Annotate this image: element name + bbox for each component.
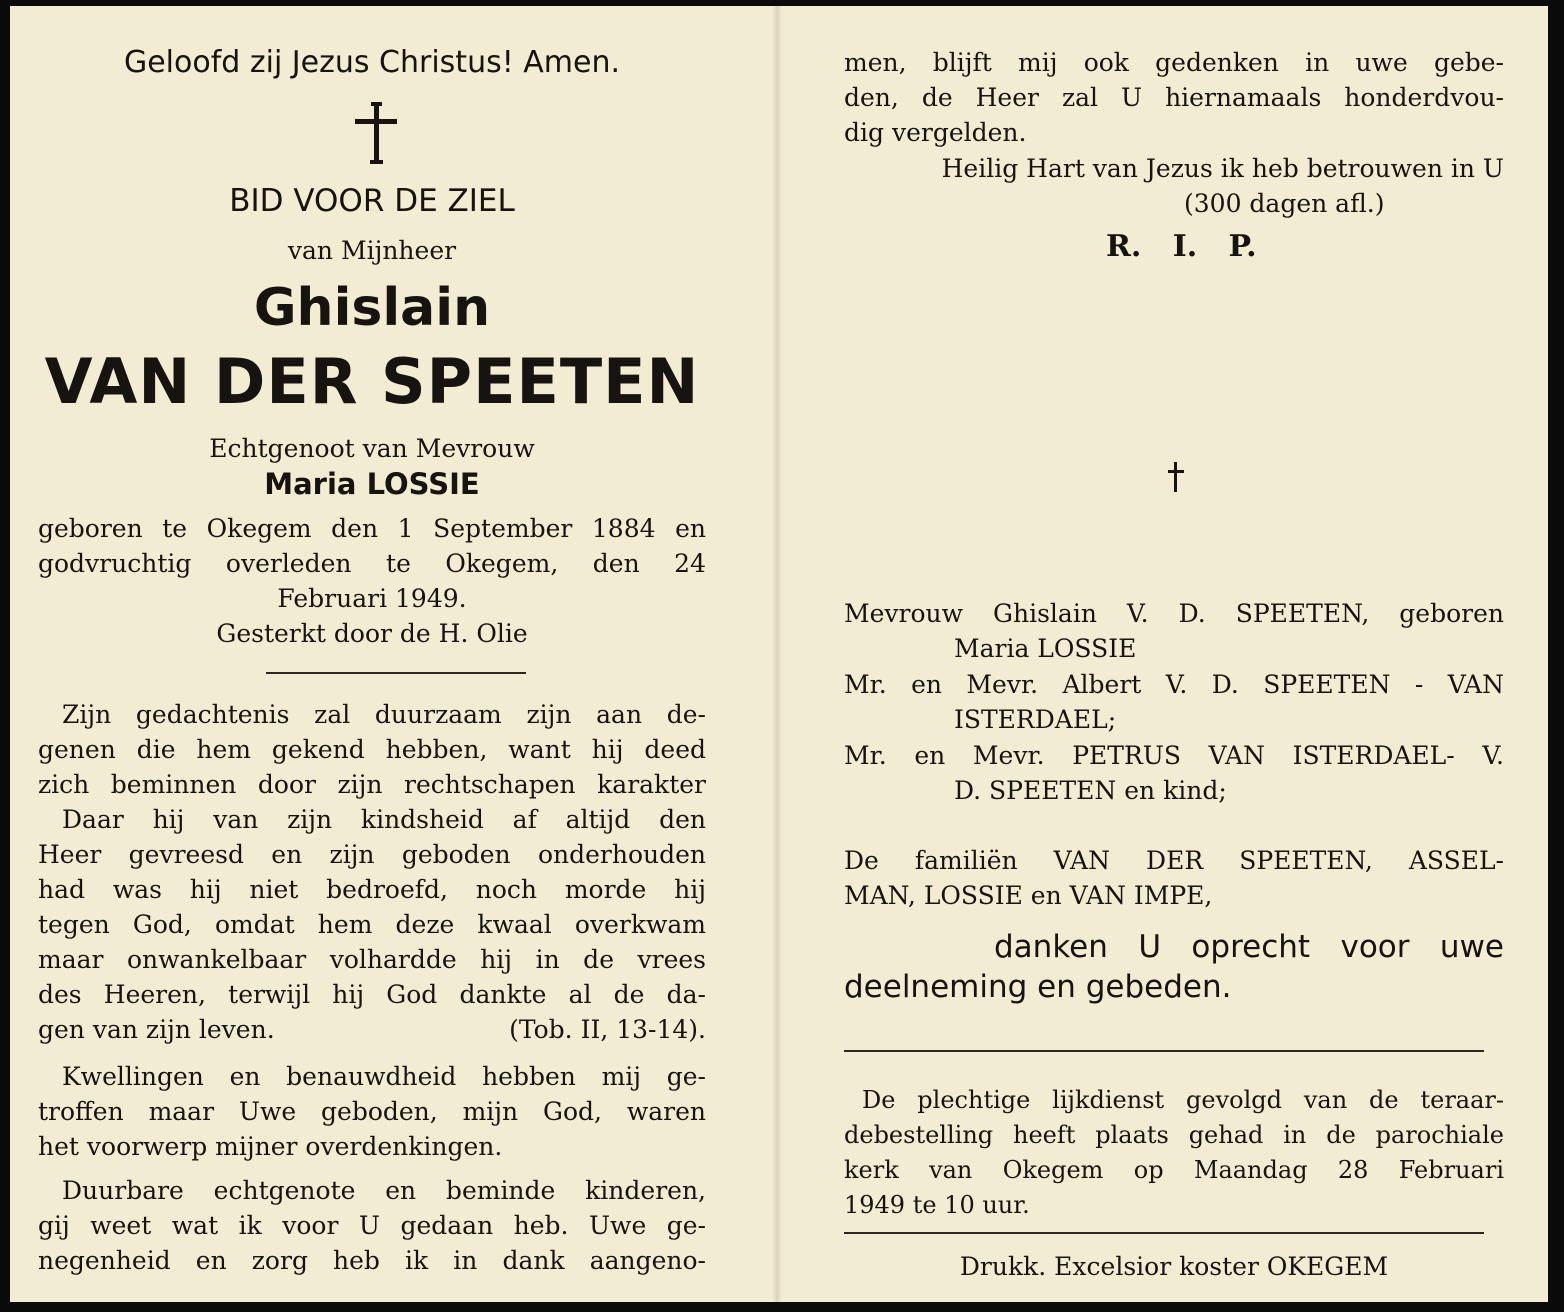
of-mister: van Mijnheer (287, 236, 457, 265)
para2-line-4: tegen God, omdat hem deze kwaal overkwam (38, 910, 706, 939)
mourner-1-line-2: Maria LOSSIE (954, 634, 1137, 663)
prayer-line: Heilig Hart van Jezus ik heb betrouwen in U (941, 154, 1504, 183)
continuation-line-1: men, blijft mij ook gedenken in uwe gebe- (844, 48, 1504, 77)
memorial-card (10, 6, 1548, 1302)
para4-line-3: negenheid en zorg heb ik in dank aangeno- (38, 1246, 706, 1275)
continuation-line-2: den, de Heer zal U hiernamaals honderdvou- (844, 83, 1504, 112)
mourner-3-line-2: D. SPEETEN en kind; (954, 776, 1227, 805)
para3-line-2: troffen maar Uwe geboden, mijn God, waren (38, 1097, 706, 1126)
praise-line: Geloofd zij Jezus Christus! Amen. (123, 45, 621, 80)
mourner-1-line-1: Mevrouw Ghislain V. D. SPEETEN, geboren (844, 599, 1504, 628)
pray-heading: BID VOOR DE ZIEL (229, 183, 515, 219)
para1-line-3: zich beminnen door zijn rechtschapen karakter (38, 770, 706, 799)
funeral-line-2: debestelling heeft plaats gehad in de parochiale (844, 1121, 1504, 1149)
para2-last-line: gen van zijn leven. (38, 1015, 275, 1044)
scripture-reference: (Tob. II, 13-14). (509, 1015, 706, 1044)
para2-line-6: des Heeren, terwijl hij God dankte al de da- (38, 980, 706, 1009)
latin-cross-icon (355, 102, 397, 164)
small-cross-icon (1168, 462, 1184, 492)
printer-line: Drukk. Excelsior koster OKEGEM (959, 1252, 1389, 1281)
families-line-1: De familiën VAN DER SPEETEN, ASSEL- (844, 846, 1504, 875)
funeral-bottom-rule (844, 1232, 1484, 1234)
first-name: Ghislain (253, 278, 491, 338)
para1-line-2: genen die hem gekend hebben, want hij deed (38, 735, 706, 764)
left-page (38, 6, 706, 1302)
para3-line-3: het voorwerp mijner overdenkingen. (38, 1132, 503, 1161)
para4-line-2: gij weet wat ik voor U gedaan heb. Uwe ge- (38, 1211, 706, 1240)
rip-line: R. I. P. (1106, 229, 1257, 264)
funeral-top-rule (844, 1050, 1484, 1052)
para2-line-2: Heer gevreesd en zijn geboden onderhouden (38, 840, 706, 869)
para3-line-1: Kwellingen en benauwdheid hebben mij ge- (62, 1062, 706, 1091)
mourner-2-line-1: Mr. en Mevr. Albert V. D. SPEETEN - VAN (844, 670, 1504, 699)
card-fold (772, 6, 782, 1302)
funeral-line-1: De plechtige lijkdienst gevolgd van de teraar- (862, 1086, 1504, 1114)
divider-rule (266, 672, 526, 674)
para2-line-5: maar onwankelbaar volhardde hij in de vrees (38, 945, 706, 974)
continuation-line-3: dig vergelden. (844, 118, 1027, 147)
families-line-2: MAN, LOSSIE en VAN IMPE, (844, 881, 1213, 910)
para2-line-1: Daar hij van zijn kindsheid af altijd den (62, 805, 706, 834)
surname: VAN DER SPEETEN (44, 345, 700, 418)
para1-line-1: Zijn gedachtenis zal duurzaam zijn aan de- (62, 700, 706, 729)
para4-line-1: Duurbare echtgenote en beminde kinderen, (62, 1176, 706, 1205)
spouse-intro: Echtgenoot van Mevrouw (209, 434, 535, 463)
life-line-3: Februari 1949. (277, 584, 467, 613)
funeral-line-3: kerk van Okegem op Maandag 28 Februari (844, 1156, 1504, 1184)
mourner-2-line-2: ISTERDAEL; (954, 705, 1117, 734)
right-page (844, 6, 1504, 1302)
thanks-line-2: deelneming en gebeden. (844, 969, 1232, 1005)
funeral-line-4: 1949 te 10 uur. (844, 1191, 1030, 1219)
para2-line-3: had was hij niet bedroefd, noch morde hij (38, 875, 706, 904)
mourner-3-line-1: Mr. en Mevr. PETRUS VAN ISTERDAEL- V. (844, 741, 1504, 770)
life-line-2: godvruchtig overleden te Okegem, den 24 (38, 549, 706, 578)
thanks-line-1: danken U oprecht voor uwe (994, 929, 1504, 965)
sacrament-line: Gesterkt door de H. Olie (216, 619, 528, 648)
life-line-1: geboren te Okegem den 1 September 1884 en (38, 514, 706, 543)
indulgence-line: (300 dagen afl.) (1184, 189, 1385, 218)
spouse-name: Maria LOSSIE (264, 467, 480, 501)
